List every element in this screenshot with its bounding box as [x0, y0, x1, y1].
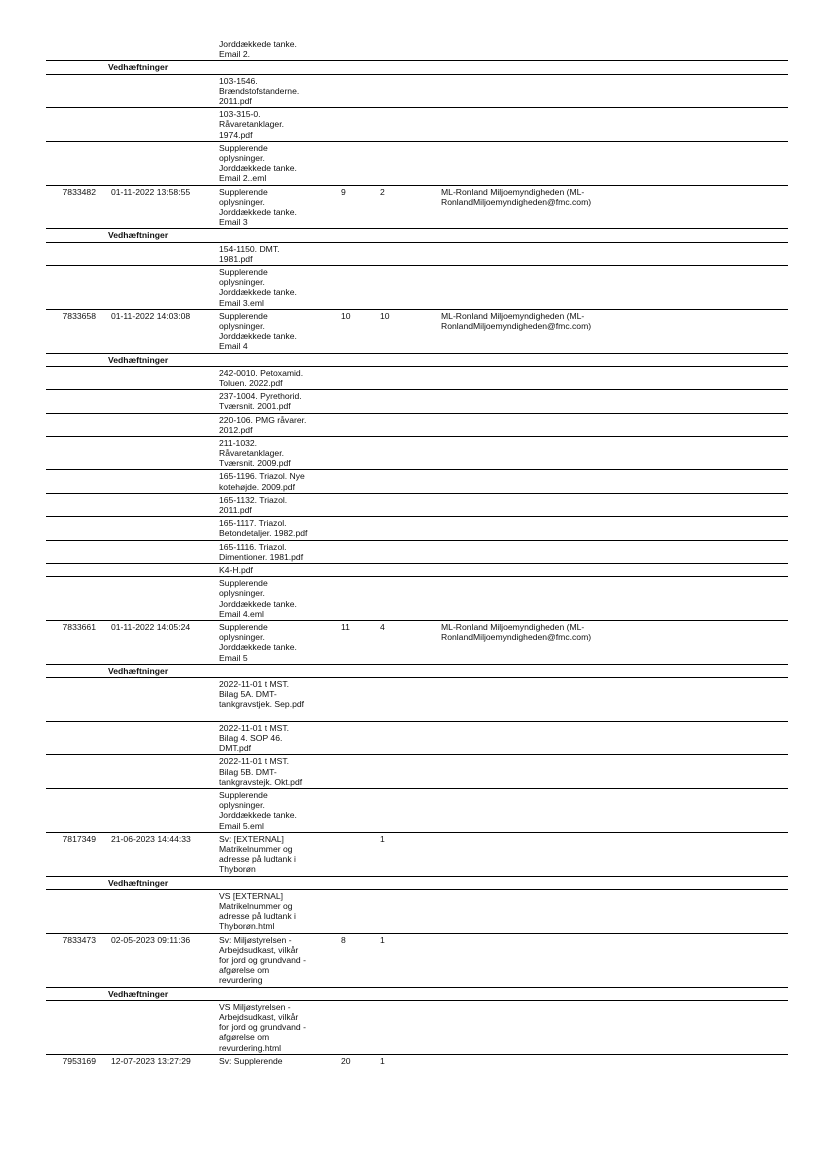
- attachment-filename: Supplerende oplysninger. Jorddækkede tanke. Email 5.eml: [219, 790, 297, 831]
- message-subject: Supplerende oplysninger. Jorddækkede tanke. Email 5: [219, 622, 297, 663]
- message-subject: Sv: Miljøstyrelsen - Arbejdsudkast, vilkår for jord og grundvand - afgørelse om revurdering: [219, 934, 306, 986]
- attachment-row: [46, 788, 788, 832]
- message-subject: Sv: Supplerende: [219, 1055, 283, 1066]
- attachment-row: [46, 754, 788, 788]
- message-id: 7833658: [62, 310, 96, 321]
- attachment-row: [46, 493, 788, 516]
- message-row: [46, 185, 788, 229]
- message-count-2: 1: [380, 833, 385, 844]
- attachments-label: Vedhæftninger: [108, 988, 169, 999]
- attachments-header-row: [46, 228, 788, 241]
- continuation-row: [46, 38, 788, 60]
- message-row: [46, 832, 788, 876]
- message-date: 01-11-2022 14:05:24: [111, 622, 191, 633]
- attachment-row: [46, 721, 788, 755]
- attachment-row: [46, 366, 788, 389]
- message-date: 12-07-2023 13:27:29: [111, 1055, 191, 1066]
- attachment-filename: 165-1196. Triazol. Nye kotehøjde. 2009.pdf: [219, 471, 305, 492]
- message-count-2: 4: [380, 622, 385, 633]
- attachments-label: Vedhæftninger: [108, 354, 169, 365]
- attachment-row: [46, 107, 788, 141]
- attachment-filename: 211-1032. Råvaretanklager. Tværsnit. 2009.pdf: [219, 437, 291, 469]
- attachment-filename: 165-1132. Triazol. 2011.pdf: [219, 494, 288, 516]
- attachment-row: [46, 576, 788, 620]
- attachments-label: Vedhæftninger: [108, 665, 169, 676]
- attachment-log-table: [46, 38, 788, 1067]
- attachment-filename: Supplerende oplysninger. Jorddækkede tanke. Email 2..eml: [219, 142, 297, 184]
- attachment-row: [46, 436, 788, 470]
- attachments-header-row: [46, 353, 788, 366]
- attachment-row: [46, 265, 788, 309]
- message-count-1: 11: [341, 622, 350, 633]
- attachment-row: [46, 563, 788, 576]
- attachment-row: [46, 74, 788, 108]
- message-sender: ML-Ronland Miljoemyndigheden (ML- RonlandMiljoemyndigheden@fmc.com): [441, 310, 592, 331]
- attachment-filename: 103-315-0. Råvaretanklager. 1974.pdf: [219, 109, 284, 140]
- message-row: [46, 309, 788, 353]
- message-count-1: 20: [341, 1055, 351, 1066]
- message-sender: ML-Ronland Miljoemyndigheden (ML- RonlandMiljoemyndigheden@fmc.com): [441, 622, 592, 643]
- message-count-2: 1: [380, 934, 385, 945]
- attachment-filename: VS [EXTERNAL] Matrikelnummer og adresse på ludtank i Thyborøn.html: [219, 890, 296, 932]
- attachment-filename: Supplerende oplysninger. Jorddækkede tanke. Email 3.eml: [219, 266, 297, 308]
- attachment-row: [46, 141, 788, 185]
- message-subject: Sv: [EXTERNAL] Matrikelnummer og adresse på ludtank i Thyborøn: [219, 833, 296, 875]
- attachment-filename: 103-1546. Brændstofstanderne. 2011.pdf: [219, 75, 300, 106]
- attachments-header-row: [46, 664, 788, 677]
- attachment-row: [46, 540, 788, 563]
- message-subject: Supplerende oplysninger. Jorddækkede tanke. Email 4: [219, 310, 297, 352]
- attachment-filename: 2022-11-01 t MST. Bilag 5A. DMT- tankgravstjek. Sep.pdf: [219, 679, 305, 710]
- attachment-row: [46, 889, 788, 933]
- attachment-filename: Supplerende oplysninger. Jorddækkede tanke. Email 4.eml: [219, 578, 297, 619]
- attachment-row: [46, 677, 788, 721]
- message-row: [46, 1054, 788, 1067]
- attachment-filename: 220-106. PMG råvarer. 2012.pdf: [219, 414, 307, 435]
- attachment-filename: 237-1004. Pyrethorid. Tværsnit. 2001.pdf: [219, 391, 302, 412]
- message-id: 7817349: [62, 833, 96, 844]
- attachments-label: Vedhæftninger: [108, 62, 169, 73]
- attachment-filename: K4-H.pdf: [219, 565, 253, 576]
- message-id: 7833482: [62, 186, 96, 197]
- message-subject: Jorddækkede tanke. Email 2.: [219, 39, 297, 60]
- attachments-header-row: [46, 876, 788, 889]
- message-date: 01-11-2022 14:03:08: [111, 310, 191, 321]
- attachment-filename: 242-0010. Petoxamid. Toluen. 2022.pdf: [219, 367, 304, 388]
- attachment-row: [46, 469, 788, 492]
- message-sender: ML-Ronland Miljoemyndigheden (ML- RonlandMiljoemyndigheden@fmc.com): [441, 186, 592, 207]
- attachments-header-row: [46, 60, 788, 73]
- attachment-row: [46, 389, 788, 412]
- attachments-label: Vedhæftninger: [108, 877, 169, 888]
- attachment-filename: 165-1117. Triazol. Betondetaljer. 1982.pdf: [219, 518, 308, 539]
- attachments-label: Vedhæftninger: [108, 230, 169, 241]
- attachment-filename: 154-1150. DMT. 1981.pdf: [219, 243, 280, 264]
- message-count-1: 9: [341, 186, 346, 197]
- attachments-header-row: [46, 987, 788, 1000]
- message-id: 7953169: [62, 1055, 96, 1066]
- message-date: 02-05-2023 09:11:36: [111, 934, 191, 945]
- attachment-filename: 2022-11-01 t MST. Bilag 4. SOP 46. DMT.pdf: [219, 722, 290, 754]
- attachment-row: [46, 413, 788, 436]
- message-id: 7833473: [62, 934, 96, 945]
- attachment-row: [46, 516, 788, 539]
- attachment-filename: VS Miljøstyrelsen - Arbejdsudkast, vilkår for jord og grundvand - afgørelse om revurdering.html: [219, 1001, 306, 1053]
- message-count-2: 2: [380, 186, 385, 197]
- message-date: 01-11-2022 13:58:55: [111, 186, 191, 197]
- message-date: 21-06-2023 14:44:33: [111, 833, 191, 844]
- attachment-row: [46, 242, 788, 265]
- message-id: 7833661: [62, 622, 96, 633]
- message-subject: Supplerende oplysninger. Jorddækkede tanke. Email 3: [219, 186, 297, 228]
- attachment-row: [46, 1000, 788, 1054]
- attachment-filename: 2022-11-01 t MST. Bilag 5B. DMT- tankgravstejk. Okt.pdf: [219, 756, 303, 787]
- message-count-1: 10: [341, 310, 351, 321]
- message-row: [46, 620, 788, 664]
- message-count-1: 8: [341, 934, 346, 945]
- message-row: [46, 933, 788, 987]
- message-count-2: 10: [380, 310, 390, 321]
- message-count-2: 1: [380, 1055, 385, 1066]
- attachment-filename: 165-1116. Triazol. Dimentioner. 1981.pdf: [219, 541, 304, 562]
